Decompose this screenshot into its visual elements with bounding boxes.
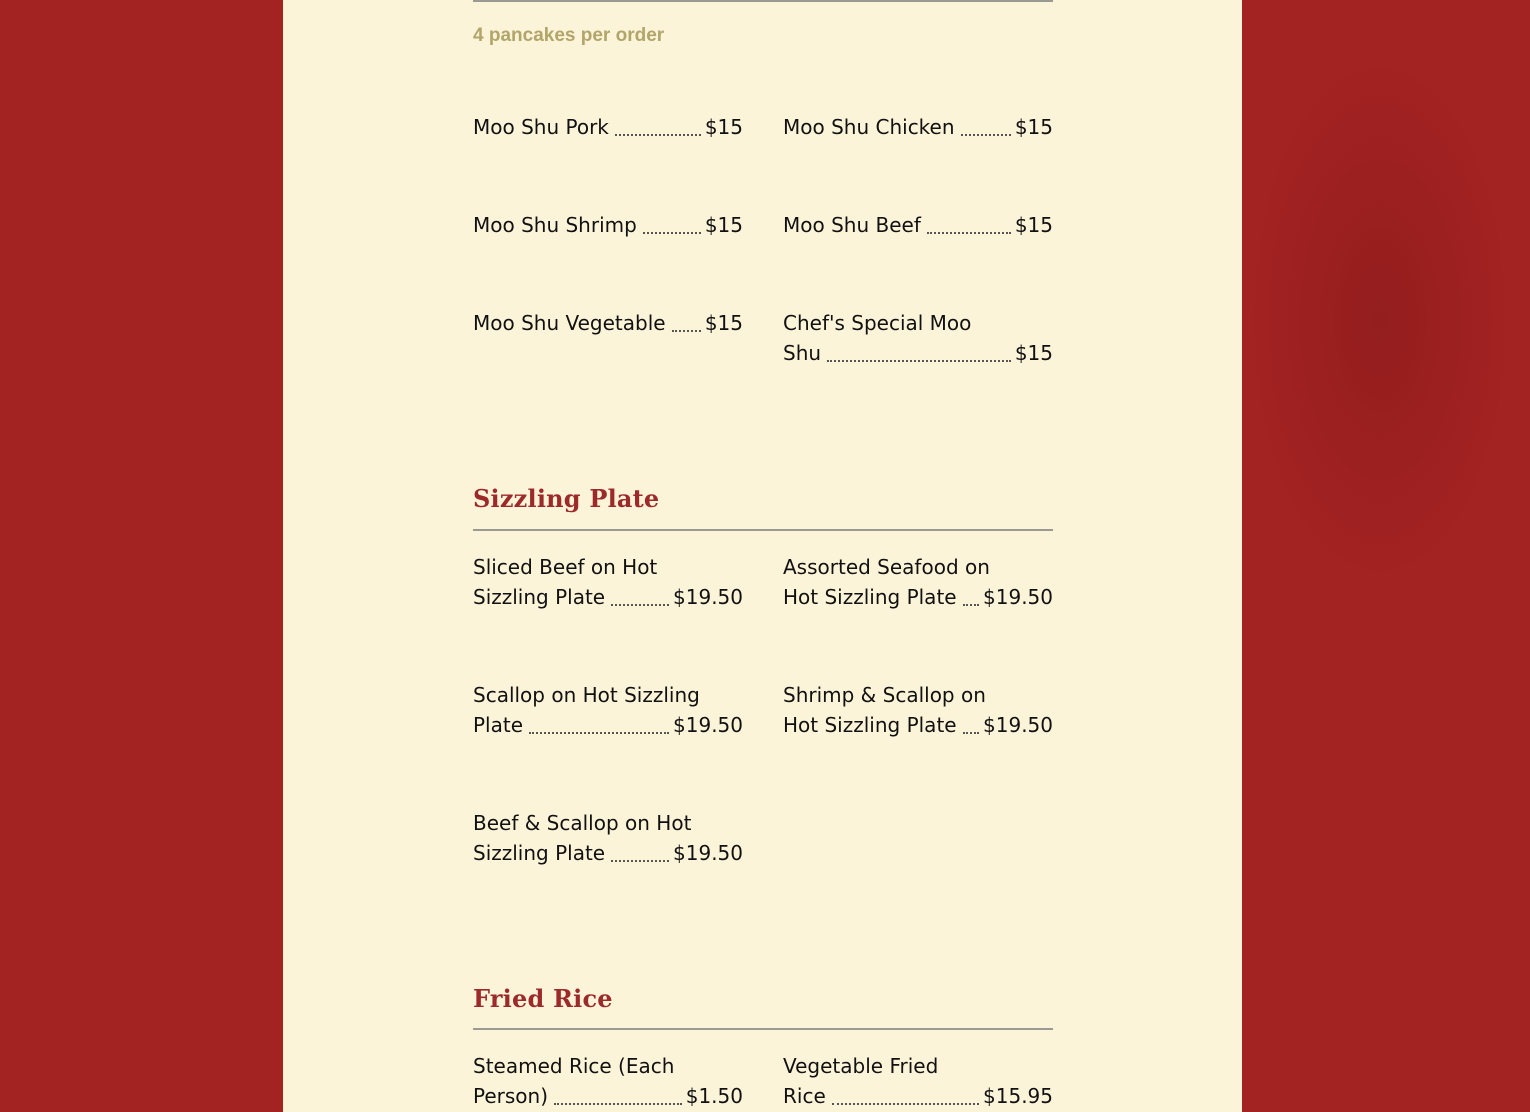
item-name-line1: Shrimp & Scallop on [783,683,986,707]
menu-item [473,308,743,338]
leader-dots [961,134,1011,136]
item-price: $19.50 [983,585,1053,609]
item-name-line2: Rice [783,1084,826,1108]
section-title-fried-rice: Fried Rice [473,984,613,1013]
menu-item [473,808,743,868]
item-name-line2: Sizzling Plate [473,841,606,865]
moo-shu-note: 4 pancakes per order [473,25,665,46]
item-price: $15 [1014,341,1053,365]
section-divider [473,529,1053,531]
section-divider [473,0,1053,2]
item-name-line1: Steamed Rice (Each [473,1054,675,1078]
item-price: $19.50 [983,713,1053,737]
item-name: Moo Shu Beef [783,213,921,237]
item-name-line1: Vegetable Fried [783,1054,939,1078]
item-price: $15 [1014,213,1053,237]
leader-dots [643,232,701,234]
item-name-line2: Sizzling Plate [473,585,606,609]
item-name: Moo Shu Chicken [783,115,955,139]
leader-dots [832,1103,979,1105]
item-price: $19.50 [673,713,743,737]
item-name-line2: Hot Sizzling Plate [783,713,957,737]
leader-dots [672,330,701,332]
leader-dots [963,604,979,606]
leader-dots [611,860,669,862]
item-name-line2: Hot Sizzling Plate [783,585,957,609]
item-price: $15 [1014,115,1053,139]
item-price: $15 [704,311,743,335]
background-texture [1250,60,1510,580]
menu-paper [283,0,1242,1112]
leader-dots [615,134,701,136]
item-name-line2: Shu [783,341,822,365]
section-title-sizzling-plate: Sizzling Plate [473,484,660,513]
leader-dots [927,232,1011,234]
item-name-line1: Beef & Scallop on Hot [473,811,692,835]
item-price: $1.50 [685,1084,743,1108]
item-price: $19.50 [673,585,743,609]
item-name-line1: Sliced Beef on Hot [473,555,658,579]
menu-item [783,552,1053,612]
item-price: $19.50 [673,841,743,865]
menu-item [473,680,743,740]
menu-item [783,210,1053,240]
leader-dots [611,604,669,606]
menu-item [473,552,743,612]
item-name: Moo Shu Vegetable [473,311,666,335]
item-name-line1: Chef's Special Moo [783,311,972,335]
item-price: $15 [704,213,743,237]
item-name: Moo Shu Shrimp [473,213,637,237]
leader-dots [529,732,669,734]
menu-item [783,112,1053,142]
menu-item [783,1051,1053,1111]
menu-item [783,680,1053,740]
menu-item [473,210,743,240]
menu-item [783,308,1053,368]
leader-dots [827,360,1011,362]
section-divider [473,1028,1053,1030]
item-name-line2: Person) [473,1084,549,1108]
leader-dots [963,732,979,734]
menu-item [473,112,743,142]
item-name-line2: Plate [473,713,524,737]
item-price: $15.95 [983,1084,1053,1108]
menu-item [473,1051,743,1111]
leader-dots [554,1103,682,1105]
item-name-line1: Assorted Seafood on [783,555,990,579]
item-price: $15 [704,115,743,139]
item-name: Moo Shu Pork [473,115,609,139]
item-name-line1: Scallop on Hot Sizzling [473,683,700,707]
